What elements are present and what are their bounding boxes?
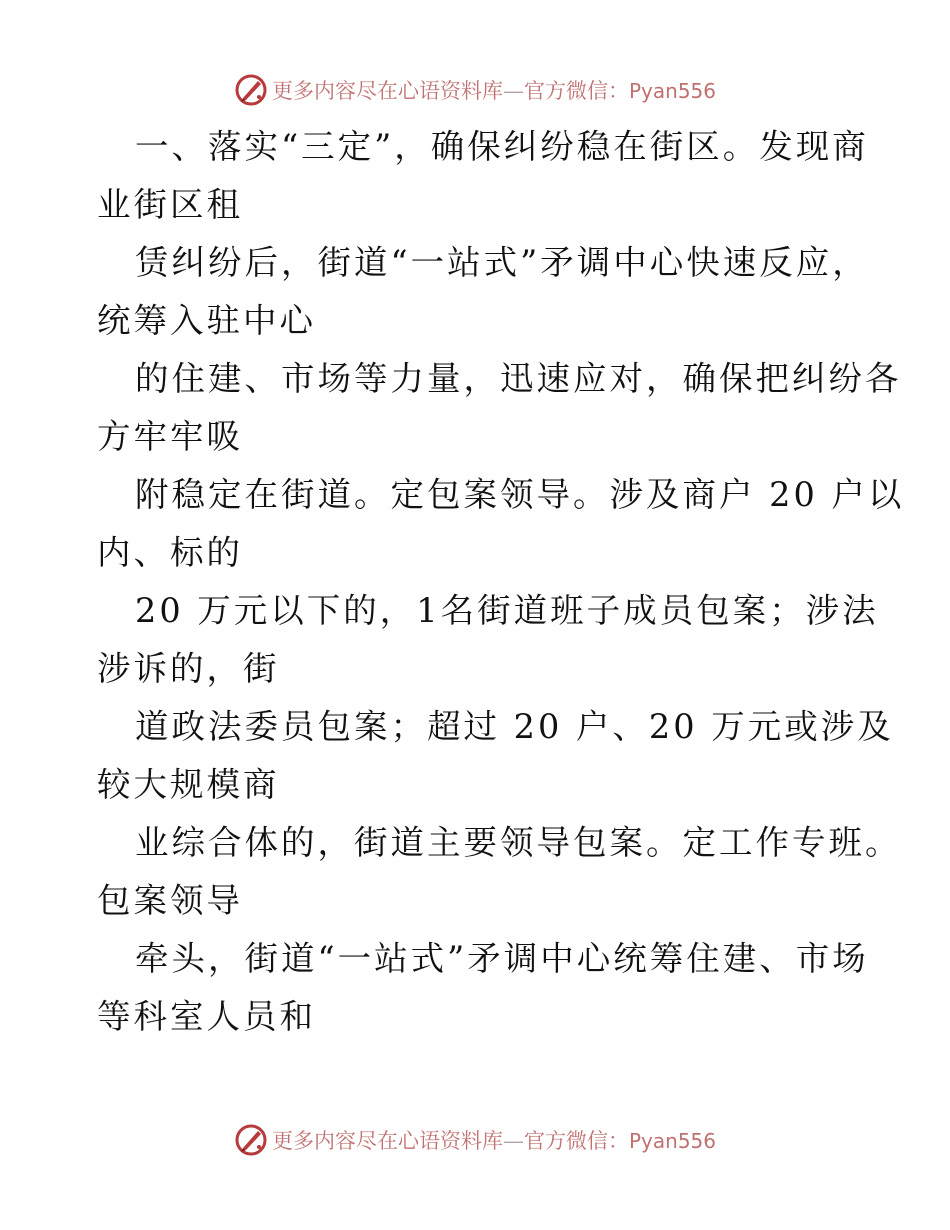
paragraph-line: 较大规模商	[97, 765, 280, 804]
document-body	[97, 118, 905, 1046]
watermark-id: Pyan556	[628, 1129, 716, 1153]
paragraph-line: 牵头，街道“一站式”矛调中心统筹住建、市场	[135, 939, 869, 978]
header-watermark-inner	[234, 73, 716, 107]
watermark-main: 更多内容尽在心语资料库	[271, 79, 503, 103]
quill-pen-logo-icon	[234, 73, 268, 107]
watermark-dash: —	[502, 1129, 524, 1153]
paragraph-line: 一、落实“三定”，确保纠纷稳在街区。发现商	[135, 127, 869, 166]
paragraph-line: 涉诉的，街	[97, 649, 280, 688]
watermark-text	[272, 75, 716, 105]
header-watermark	[0, 70, 950, 110]
footer-watermark-inner	[234, 1123, 716, 1157]
watermark-dash: —	[502, 79, 524, 103]
watermark-sub: 官方微信：	[523, 1129, 629, 1153]
paragraph-line: 赁纠纷后，街道“一站式”矛调中心快速反应，	[135, 243, 869, 282]
paragraph-line: 业综合体的，街道主要领导包案。定工作专班。	[135, 823, 902, 862]
quill-pen-logo-icon	[234, 1123, 268, 1157]
paragraph-line: 附稳定在街道。定包案领导。涉及商户 20 户以	[135, 475, 905, 514]
paragraph-line: 包案领导	[97, 881, 243, 920]
paragraph-line: 统筹入驻中心	[97, 301, 316, 340]
watermark-text	[272, 1125, 716, 1155]
watermark-main: 更多内容尽在心语资料库	[271, 1129, 503, 1153]
watermark-id: Pyan556	[628, 79, 716, 103]
paragraph-line: 的住建、市场等力量，迅速应对，确保把纠纷各	[135, 359, 902, 398]
paragraph-line: 业街区租	[97, 185, 243, 224]
paragraph-line: 道政法委员包案；超过 20 户、20 万元或涉及	[135, 707, 894, 746]
footer-watermark	[0, 1120, 950, 1160]
paragraph-line: 等科室人员和	[97, 997, 316, 1036]
paragraph-line: 方牢牢吸	[97, 417, 243, 456]
watermark-sub: 官方微信：	[523, 79, 629, 103]
paragraph-line: 内、标的	[97, 533, 243, 572]
paragraph-line: 20 万元以下的，1名街道班子成员包案；涉法	[135, 591, 879, 630]
